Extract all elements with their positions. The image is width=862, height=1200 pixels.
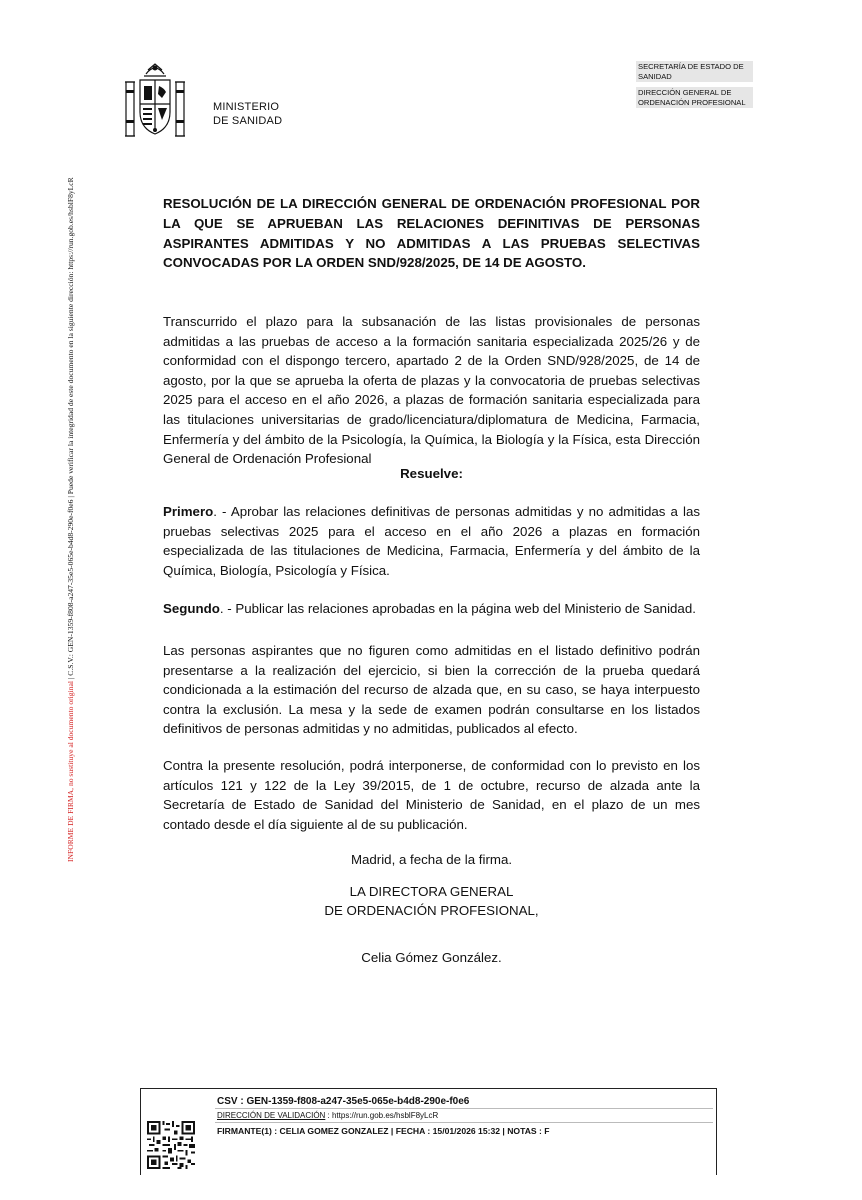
primero-label: Primero	[163, 504, 214, 519]
footer-divider-2	[215, 1122, 713, 1123]
signatory-position	[163, 882, 700, 921]
position-line-2: DE ORDENACIÓN PROFESIONAL,	[324, 903, 539, 919]
secretaria-label: SECRETARÍA DE ESTADO DE SANIDAD	[636, 61, 753, 82]
qr-code[interactable]	[147, 1121, 195, 1169]
aspirantes-paragraph: Las personas aspirantes que no figuren como admitidas en el listado definitivo podrán presentarse a la realización del ejercicio, si bien la corrección de la prueba quedará condicionada a la estimación del recurso de alzada que, en su caso, se haya interpuesto contra la exclusión. La mesa y la sede de examen podrán consultarse en los listados definitivos de personas admitidas y no admitidas, publicados al efecto.	[163, 643, 700, 737]
primero-paragraph	[163, 502, 700, 580]
signature-footer	[140, 1088, 717, 1175]
segundo-paragraph	[163, 599, 700, 619]
direccion-general-label: DIRECCIÓN GENERAL DE ORDENACIÓN PROFESIONAL	[636, 87, 753, 108]
csv-code: CSV : GEN-1359-f808-a247-35e5-065e-b4d8-290e-f0e6	[217, 1096, 470, 1107]
ministry-name	[213, 100, 282, 128]
segundo-text: . - Publicar las relaciones aprobadas en la página web del Ministerio de Sanidad.	[219, 601, 696, 616]
resolution-title: RESOLUCIÓN DE LA DIRECCIÓN GENERAL DE ORDENACIÓN PROFESIONAL POR LA QUE SE APRUEBAN LAS RELACIONES DEFINITIVAS DE PERSONAS ASPIRANTES ADMITIDAS Y NO ADMITIDAS A LAS PRUEBAS SELECTIVAS CONVOCADAS POR LA ORDEN SND/928/2025, DE 14 DE AGOSTO.	[163, 196, 700, 271]
footer-divider	[215, 1108, 713, 1109]
side-stamp-line	[64, 72, 78, 862]
validation-label: DIRECCIÓN DE VALIDACIÓN	[217, 1111, 326, 1120]
side-stamp-red-text: INFORME DE FIRMA, no sustituye al documento original	[66, 681, 75, 862]
ministry-line-2: DE SANIDAD	[213, 115, 283, 127]
position-line-1: LA DIRECTORA GENERAL	[349, 884, 514, 899]
ministry-line-1: MINISTERIO	[213, 101, 280, 113]
place-date-line: Madrid, a fecha de la firma.	[350, 852, 513, 867]
issuing-unit-box	[636, 61, 753, 113]
coat-of-arms-logo	[124, 60, 186, 144]
validation-url[interactable]: : https://run.gob.es/hsblF8yLcR	[325, 1111, 439, 1120]
side-stamp-csv-text: | C.S.V.: GEN-1359-f808-a247-35e5-065e-b4d8-290e-f0e6 | Puede verificar la integridad de este documento en la siguiente dirección: https://run.gob.es/hsblF8yLcR	[66, 177, 75, 682]
intro-paragraph: Transcurrido el plazo para la subsanación de las listas provisionales de personas admitidas a las pruebas de acceso a la formación sanitaria especializada 2025/26 y de conformidad con el dispongo tercero, apartado 2 de la Orden SND/928/2025, de 14 de agosto, por la que se aprueba la oferta de plazas y la convocatoria de pruebas selectivas 2025 para el acceso en el año 2026, a plazas de formación sanitaria especializada para las titulaciones universitarias de grado/licenciatura/diplomatura de Medicina, Farmacia, Enfermería y del ámbito de la Psicología, la Química, la Biología y la Física, esta Dirección General de Ordenación Profesional	[163, 314, 700, 467]
validation-address	[217, 1111, 438, 1120]
resuelve-heading: Resuelve:	[400, 466, 463, 481]
segundo-label: Segundo	[163, 601, 220, 616]
recurso-paragraph: Contra la presente resolución, podrá interponerse, de conformidad con lo previsto en los artículos 121 y 122 de la Ley 39/2015, de 1 de octubre, recurso de alzada ante la Secretaría de Estado de Sanidad del Ministerio de Sanidad, en el plazo de un mes contado desde el día siguiente al de su publicación.	[163, 758, 700, 832]
side-verification-stamp	[58, 72, 88, 862]
primero-text: . - Aprobar las relaciones definitivas de personas admitidas y no admitidas a las pruebas selectivas 2025 para el acceso en el año 2026 a plazas en formación especializada de las titulaciones de Medicina, Farmacia, Enfermería y del ámbito de la Química, Biología, Psicología y Física.	[163, 504, 700, 578]
signatory-name: Celia Gómez González.	[361, 950, 502, 965]
signer-info: FIRMANTE(1) : CELIA GOMEZ GONZALEZ | FECHA : 15/01/2026 15:32 | NOTAS : F	[217, 1126, 550, 1136]
